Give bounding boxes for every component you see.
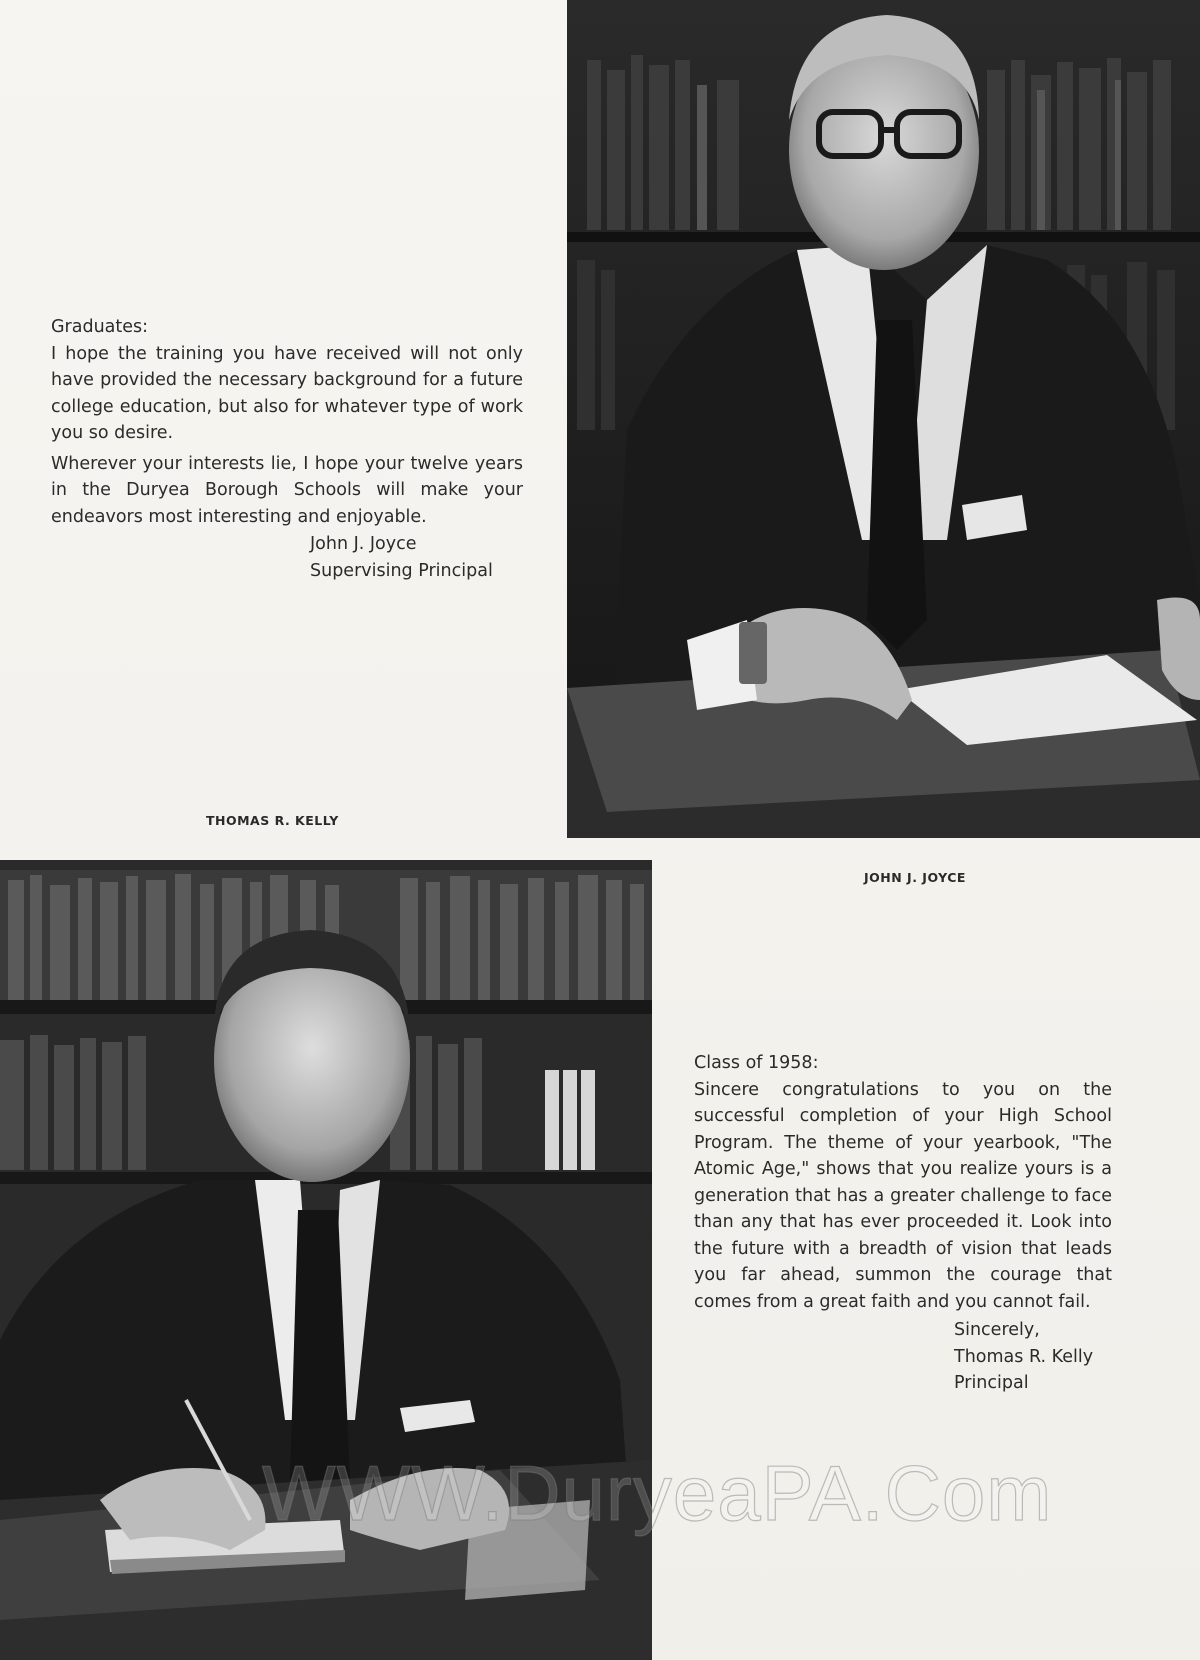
graduates-paragraph-1: I hope the training you have received will not only have provided the necessary background for a future college education, but also for whatever type of work you so desire.	[51, 343, 523, 443]
signature-kelly-name: Thomas R. Kelly	[954, 1346, 1094, 1367]
watermark: WWW.DuryeaPA.Com	[262, 1449, 1053, 1537]
class-salutation: Class of 1958:	[694, 1053, 819, 1073]
letter-graduates	[51, 314, 523, 534]
photo-john-joyce	[567, 0, 1200, 838]
graduates-paragraph-2: Wherever your interests lie, I hope your twelve years in the Duryea Borough Schools will make your endeavors most interesting and enjoyable.	[51, 453, 523, 527]
portrait-joyce-image	[567, 0, 1200, 838]
caption-john-joyce: JOHN J. JOYCE	[864, 870, 966, 885]
class-body: Sincere congratulations to you on the successful completion of your High School Program. The theme of your yearbook, "The Atomic Age," shows that you realize yours is a generation that has a greater challenge to face than any that has ever proceeded it. Look into the future with a breadth of vision that leads you far ahead, summon the courage that comes from a great faith and you cannot fail.	[694, 1079, 1112, 1312]
portrait-kelly-image	[0, 860, 652, 1660]
signature-joyce	[310, 531, 493, 584]
caption-thomas-kelly: THOMAS R. KELLY	[206, 813, 339, 828]
signature-kelly-closing: Sincerely,	[954, 1320, 1040, 1340]
letter-class-of-1958	[694, 1050, 1112, 1319]
signature-joyce-name: John J. Joyce	[310, 534, 417, 554]
photo-thomas-kelly	[0, 860, 652, 1660]
signature-kelly-title: Principal	[954, 1373, 1029, 1393]
graduates-salutation: Graduates:	[51, 317, 149, 337]
signature-kelly	[954, 1317, 1093, 1397]
signature-joyce-title: Supervising Principal	[310, 560, 493, 581]
